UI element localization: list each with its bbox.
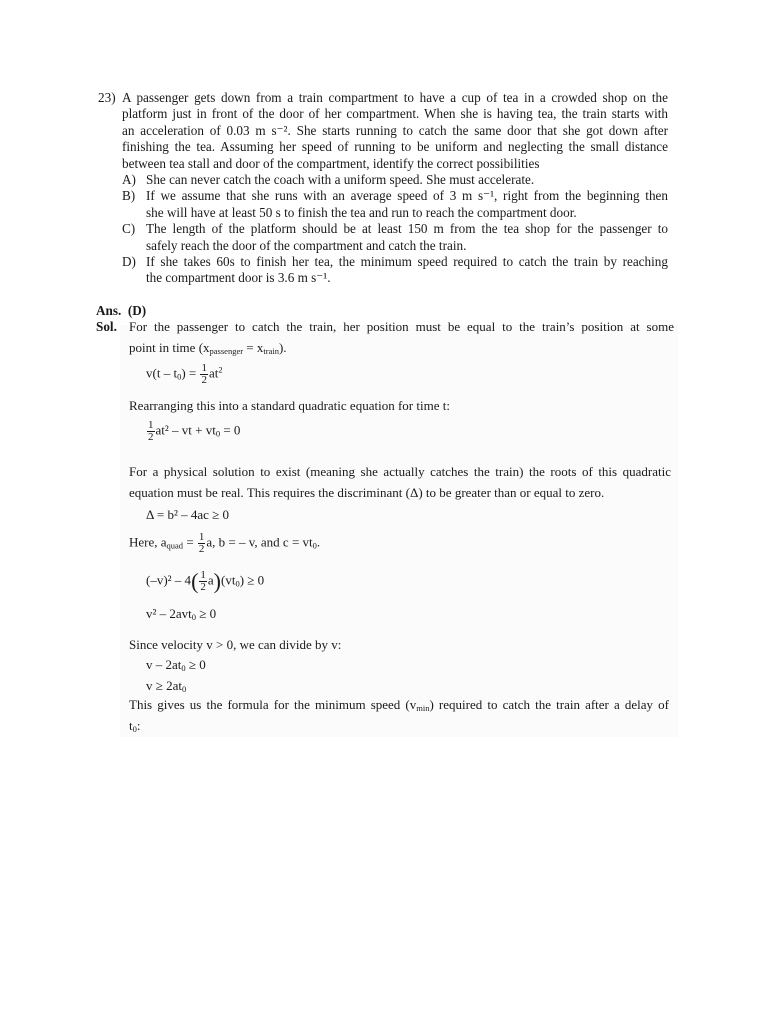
question-stem-line: between tea stall and door of the compartment, identify the correct possibilities	[122, 155, 540, 171]
option-text: If she takes 60s to finish her tea, the minimum speed required to catch the train by reaching	[146, 254, 668, 270]
divide-text: Since velocity v > 0, we can divide by v:	[129, 637, 342, 652]
option-text: safely reach the door of the compartment and catch the train.	[146, 237, 467, 253]
option-text: If we assume that she runs with an average speed of 3 m s⁻¹, right from the beginning then	[146, 188, 668, 204]
option-d	[122, 254, 668, 287]
equation-divided: $v - 2at_0 \ge 0$	[146, 657, 206, 673]
solution-intro-line: point in time $(x_{passenger} = x_{train})$.	[129, 340, 287, 356]
question-stem-line: finishing the tea. Assuming her speed of running to be uniform and neglecting the small distance	[122, 139, 668, 155]
question-stem-line: A passenger gets down from a train compartment to have a cup of tea in a crowded shop on the	[122, 90, 668, 105]
option-label: A)	[122, 172, 136, 188]
question-block	[98, 90, 668, 287]
option-c	[122, 221, 668, 254]
coefficients-line: Here, $a_{quad}$ = $\frac{1}{2}$ a, b = – v, and $c = vt_0$.	[129, 531, 321, 555]
question-stem-line: platform just in front of the door of her compartment. When she is having tea, the train starts with	[122, 106, 668, 122]
conclusion-line: This gives us the formula for the minimum speed $(v_{min})$ required to catch the train after a delay of	[129, 697, 669, 713]
option-text: She can never catch the coach with a uniform speed. She must accelerate.	[146, 172, 535, 188]
discriminant-paragraph-line: For a physical solution to exist (meaning she actually catches the train) the roots of this quadratic	[129, 464, 671, 479]
equation-substituted: (–v)² – 4( $\frac{1}{2}$ $a)(vt_0) \ge 0$	[146, 568, 265, 594]
question-number: 23)	[98, 90, 116, 105]
solution-intro-line: For the passenger to catch the train, her position must be equal to the train’s position at some	[129, 319, 674, 334]
answer-value: (D)	[127, 303, 147, 318]
equation-position: $v(t - t_0)$ = $\frac{1}{2}$ $at^2$	[146, 362, 223, 386]
option-a	[122, 172, 668, 188]
answer-line	[96, 303, 146, 319]
discriminant-paragraph-line: equation must be real. This requires the discriminant (Δ) to be greater than or equal to zero.	[129, 485, 605, 500]
option-label: B)	[122, 188, 136, 204]
fraction-one-half: $\frac{1}{2}$	[198, 531, 205, 555]
answer-label: Ans.	[96, 303, 122, 318]
conclusion-line: $t_0$:	[129, 718, 141, 734]
fraction-one-half: $\frac{1}{2}$	[200, 569, 206, 593]
option-b	[122, 188, 668, 221]
equation-result: $v \ge 2at_0$	[146, 678, 187, 694]
option-text: The length of the platform should be at least 150 m from the tea shop for the passenger to	[146, 221, 668, 237]
question-stem	[122, 90, 668, 172]
question-stem-line: an acceleration of 0.03 m s⁻². She starts running to catch the same door that she got down after	[122, 122, 668, 138]
option-text: she will have at least 50 s to finish the tea and run to reach the compartment door.	[146, 204, 577, 220]
rearrange-text: Rearranging this into a standard quadratic equation for time t:	[129, 398, 450, 413]
equation-quadratic: $\frac{1}{2}$ at² – vt + $vt_0 = 0$	[148, 419, 241, 443]
fraction-one-half: $\frac{1}{2}$	[201, 362, 207, 386]
fraction-one-half: $\frac{1}{2}$	[148, 419, 154, 443]
equation-discriminant: Δ = b² – 4ac ≥ 0	[146, 507, 230, 522]
equation-simplified: v² – 2avt$_0$ ≥ 0	[146, 606, 217, 622]
option-label: C)	[122, 221, 136, 237]
solution-label: Sol.	[96, 319, 117, 334]
option-text: the compartment door is 3.6 m s⁻¹.	[146, 270, 331, 286]
option-label: D)	[122, 254, 136, 270]
options-list	[122, 172, 668, 287]
